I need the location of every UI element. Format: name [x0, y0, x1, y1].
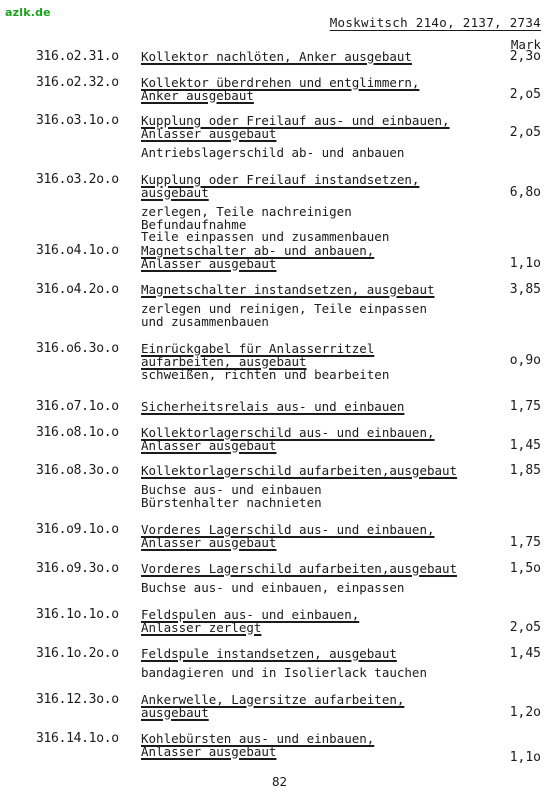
- entry-title-line: Ankerwelle, Lagersitze aufarbeiten,: [141, 692, 405, 707]
- entry-details: [141, 147, 404, 160]
- entry-price: 1,75: [509, 535, 541, 550]
- entry-price: 2,3o: [509, 49, 541, 64]
- entry-row: [0, 341, 559, 382]
- entry-title-line: Anlasser ausgebaut: [141, 534, 277, 550]
- entry-price: 1,1o: [509, 256, 541, 271]
- entry-title-line: ausgebaut: [141, 704, 209, 720]
- entry-row: [0, 75, 559, 103]
- entry-title-line: Kupplung oder Freilauf instandsetzen,: [141, 172, 420, 187]
- entry-title-line: Kollektorlagerschild aufarbeiten,ausgebaut: [141, 463, 458, 478]
- entry-row: [0, 49, 559, 64]
- entry-title: [141, 115, 450, 140]
- entry-details: [141, 484, 322, 509]
- entry-title: [141, 465, 457, 478]
- price-unit-label: Mark: [510, 37, 541, 52]
- page-header: [330, 15, 541, 30]
- entry-title-line: Kollektorlagerschild aus- und einbauen,: [141, 425, 435, 440]
- entry-price: 2,o5: [509, 87, 541, 102]
- entry-row: [0, 731, 559, 765]
- entry-title-line: aufarbeiten, ausgebaut: [141, 353, 307, 369]
- entry-detail-line: schweißen, richten und bearbeiten: [141, 367, 390, 382]
- entry-row: [0, 282, 559, 329]
- entry-title-line: Kollektor nachlöten, Anker ausgebaut: [141, 49, 412, 64]
- entry-row: [0, 692, 559, 720]
- entry-number: 316.o9.3o.o: [36, 561, 119, 576]
- entry-details: [141, 303, 427, 328]
- entry-title-line: Magnetschalter instandsetzen, ausgebaut: [141, 282, 435, 297]
- entry-detail-line: Antriebslagerschild ab- und anbauen: [141, 145, 405, 160]
- entry-price: 6,8o: [509, 185, 541, 200]
- entry-detail-line: Buchse aus- und einbauen, einpassen: [141, 580, 405, 595]
- entry-title: [141, 284, 435, 297]
- entry-detail-line: Befundaufnahme: [141, 216, 247, 232]
- entry-row: [0, 172, 559, 244]
- entry-title-line: Feldspulen aus- und einbauen,: [141, 607, 360, 622]
- entry-title-line: Anker ausgebaut: [141, 87, 254, 103]
- entry-title-line: Vorderes Lagerschild aus- und einbauen,: [141, 522, 435, 537]
- entry-title: [141, 427, 435, 452]
- entry-row: [0, 463, 559, 510]
- entry-row: [0, 607, 559, 635]
- entry-number: 316.o2.31.o: [36, 49, 119, 64]
- entry-title-line: Kupplung oder Freilauf aus- und einbauen,: [141, 113, 450, 128]
- entry-row: [0, 522, 559, 550]
- entry-title: [141, 524, 435, 549]
- page-number: 82: [271, 774, 288, 789]
- entry-price: 2,o5: [509, 125, 541, 140]
- entry-price: 1,45: [509, 646, 541, 661]
- entry-number: 316.o7.1o.o: [36, 399, 119, 414]
- site-watermark: azlk.de: [5, 6, 51, 19]
- entry-number: 316.o8.3o.o: [36, 463, 119, 478]
- entry-title-line: Einrückgabel für Anlasserritzel: [141, 341, 375, 356]
- entry-detail-line: Buchse aus- und einbauen: [141, 482, 322, 497]
- entry-details: [141, 206, 389, 244]
- entry-detail-line: bandagieren und in Isolierlack tauchen: [141, 665, 427, 680]
- entry-price: 1,2o: [509, 705, 541, 720]
- entry-price: 1,45: [509, 438, 541, 453]
- entry-details: [141, 667, 427, 680]
- entry-title-line: Anlasser ausgebaut: [141, 437, 277, 453]
- entry-detail-line: Teile einpassen und zusammenbauen: [141, 229, 390, 244]
- entry-detail-line: Bürstenhalter nachnieten: [141, 494, 322, 510]
- entry-detail-line: zerlegen, Teile nachreinigen: [141, 204, 352, 219]
- entry-title-line: Feldspule instandsetzen, ausgebaut: [141, 646, 397, 661]
- entry-number: 316.o6.3o.o: [36, 341, 119, 356]
- entry-details: [141, 582, 404, 595]
- entry-price: 1,5o: [509, 561, 541, 576]
- entry-title: [141, 563, 457, 576]
- entry-number: 316.o2.32.o: [36, 75, 119, 90]
- entry-title-line: Anlasser ausgebaut: [141, 255, 277, 271]
- entry-row: [0, 425, 559, 453]
- entry-title: [141, 77, 419, 102]
- entry-number: 316.o8.1o.o: [36, 425, 119, 440]
- entry-price: o,9o: [509, 353, 541, 368]
- entry-row: [0, 561, 559, 595]
- entry-title: [141, 51, 412, 64]
- entry-title: [141, 401, 404, 414]
- entry-row: [0, 243, 559, 271]
- entry-number: 316.14.1o.o: [36, 731, 119, 746]
- entry-title-line: Anlasser zerlegt: [141, 619, 262, 635]
- entry-title-line: Anlasser ausgebaut: [141, 743, 277, 759]
- entry-title-line: Kollektor überdrehen und entglimmern,: [141, 75, 420, 90]
- entry-row: [0, 646, 559, 680]
- entry-title: [141, 609, 359, 634]
- entry-number: 316.o4.1o.o: [36, 243, 119, 258]
- entry-title-line: Kohlebürsten aus- und einbauen,: [141, 731, 375, 746]
- entry-title-line: Anlasser ausgebaut: [141, 125, 277, 141]
- entry-title-line: ausgebaut: [141, 184, 209, 200]
- entry-title-line: Vorderes Lagerschild aufarbeiten,ausgebaut: [141, 561, 458, 576]
- entry-detail-line: zerlegen und reinigen, Teile einpassen: [141, 301, 427, 316]
- entry-number: 316.o9.1o.o: [36, 522, 119, 537]
- entry-title: [141, 343, 374, 368]
- entry-price: 1,1o: [509, 750, 541, 765]
- entry-row: [0, 113, 559, 160]
- entry-price: 1,75: [509, 399, 541, 414]
- entry-title: [141, 648, 397, 661]
- entry-price: 1,85: [509, 463, 541, 478]
- entry-title: [141, 174, 419, 199]
- entry-title: [141, 245, 374, 270]
- entry-title-line: Magnetschalter ab- und anbauen,: [141, 243, 375, 258]
- entry-number: 316.o4.2o.o: [36, 282, 119, 297]
- entry-number: 316.o3.2o.o: [36, 172, 119, 187]
- entry-title: [141, 733, 374, 758]
- entry-detail-line: und zusammenbauen: [141, 313, 269, 329]
- entry-number: 316.1o.2o.o: [36, 646, 119, 661]
- entry-title-line: Sicherheitsrelais aus- und einbauen: [141, 399, 405, 414]
- entry-price: 2,o5: [509, 620, 541, 635]
- entry-details: [141, 369, 389, 382]
- entry-number: 316.12.3o.o: [36, 692, 119, 707]
- entry-number: 316.o3.1o.o: [36, 113, 119, 128]
- entry-number: 316.1o.1o.o: [36, 607, 119, 622]
- entry-row: [0, 399, 559, 414]
- entry-title: [141, 694, 404, 719]
- header-title: Moskwitsch 214o, 2137, 2734: [329, 15, 541, 30]
- entry-price: 3,85: [509, 282, 541, 297]
